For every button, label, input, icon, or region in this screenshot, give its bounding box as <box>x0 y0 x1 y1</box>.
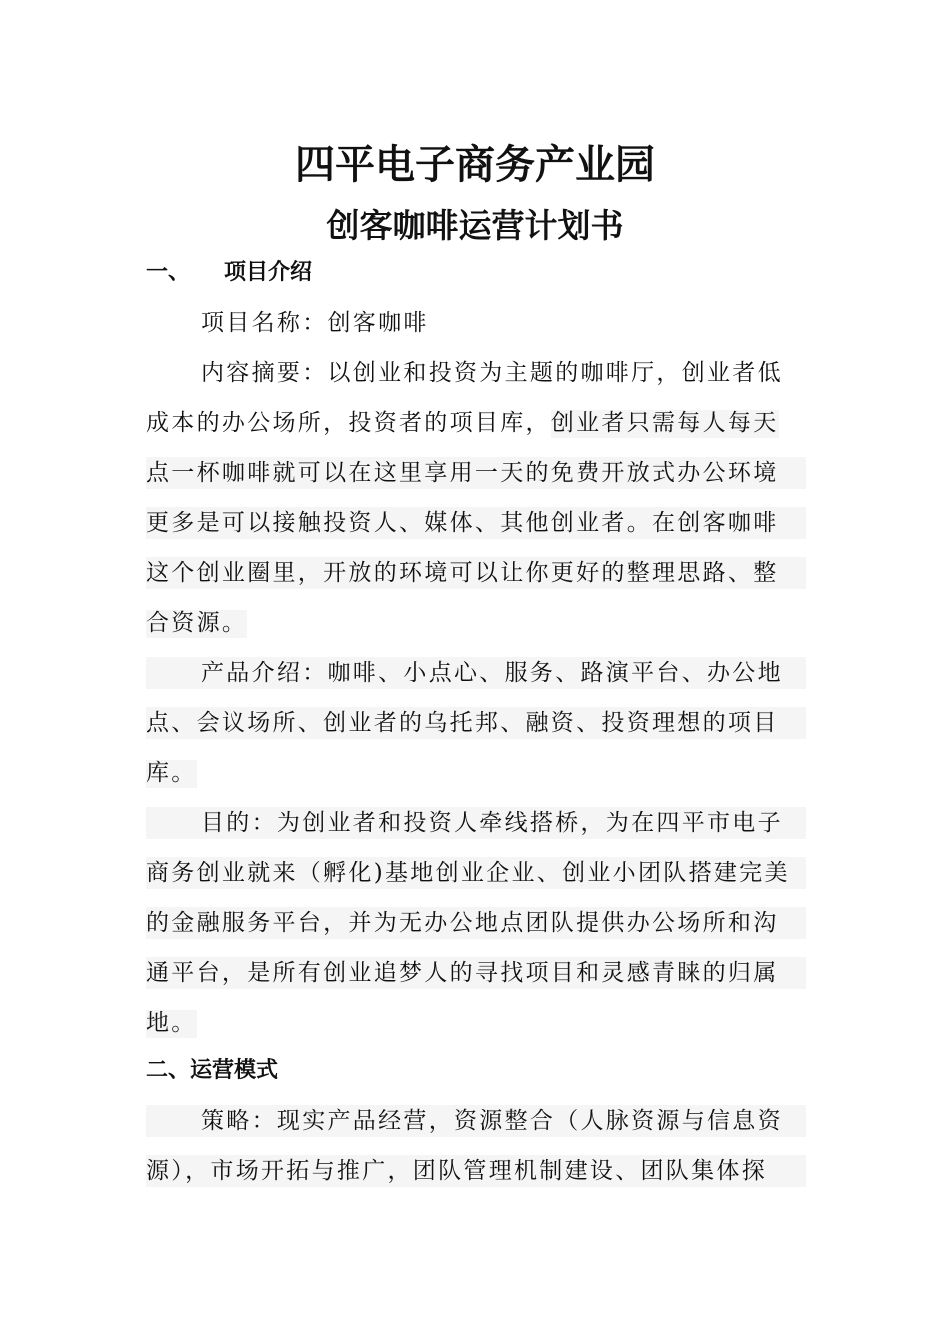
document-title: 四平电子商务产业园 <box>295 142 655 188</box>
text-line: 源），市场开拓与推广，团队管理机制建设、团队集体探 <box>146 1146 806 1196</box>
text-span: 成本的办公场所，投资者的项目库， <box>146 410 551 436</box>
section-title: 项目介绍 <box>224 260 313 285</box>
text-line <box>146 998 806 1048</box>
paragraph-purpose <box>146 798 806 1048</box>
text-span-highlighted: 创业者只需每人每天 <box>550 410 779 436</box>
text-line: 商务创业就来（孵化)基地创业企业、创业小团队搭建完美 <box>146 848 806 898</box>
text-line: 目的：为创业者和投资人牵线搭桥，为在四平市电子 <box>146 798 806 848</box>
text-line: 通平台，是所有创业追梦人的寻找项目和灵感青睐的归属 <box>146 948 806 998</box>
text-line: 更多是可以接触投资人、媒体、其他创业者。在创客咖啡 <box>146 498 806 548</box>
paragraph-project-name <box>146 298 806 348</box>
text-line: 点一杯咖啡就可以在这里享用一天的免费开放式办公环境 <box>146 448 806 498</box>
text-line: 策略：现实产品经营，资源整合（人脉资源与信息资 <box>146 1096 806 1146</box>
text-line <box>146 398 806 448</box>
text-line: 内容摘要：以创业和投资为主题的咖啡厅，创业者低 <box>201 360 783 386</box>
section-heading-operation-mode: 二、运营模式 <box>146 1058 279 1083</box>
text-line <box>146 748 806 798</box>
text-span-highlighted: 地。 <box>146 1010 197 1036</box>
text-line: 点、会议场所、创业者的乌托邦、融资、投资理想的项目 <box>146 698 806 748</box>
text-line: 这个创业圈里，开放的环境可以让你更好的整理思路、整 <box>146 548 806 598</box>
text-line: 产品介绍：咖啡、小点心、服务、路演平台、办公地 <box>146 648 806 698</box>
section-heading-project-intro <box>146 258 312 288</box>
text-line: 项目名称：创客咖啡 <box>201 310 429 336</box>
section-number: 一、 <box>146 260 191 285</box>
text-span-highlighted: 合资源。 <box>146 610 248 636</box>
document-subtitle: 创客咖啡运营计划书 <box>326 206 624 245</box>
paragraph-product <box>146 648 806 798</box>
text-span-highlighted: 库。 <box>146 760 197 786</box>
text-line: 的金融服务平台，并为无办公地点团队提供办公场所和沟 <box>146 898 806 948</box>
paragraph-strategy <box>146 1096 806 1196</box>
text-line <box>146 598 806 648</box>
paragraph-summary <box>146 348 806 648</box>
